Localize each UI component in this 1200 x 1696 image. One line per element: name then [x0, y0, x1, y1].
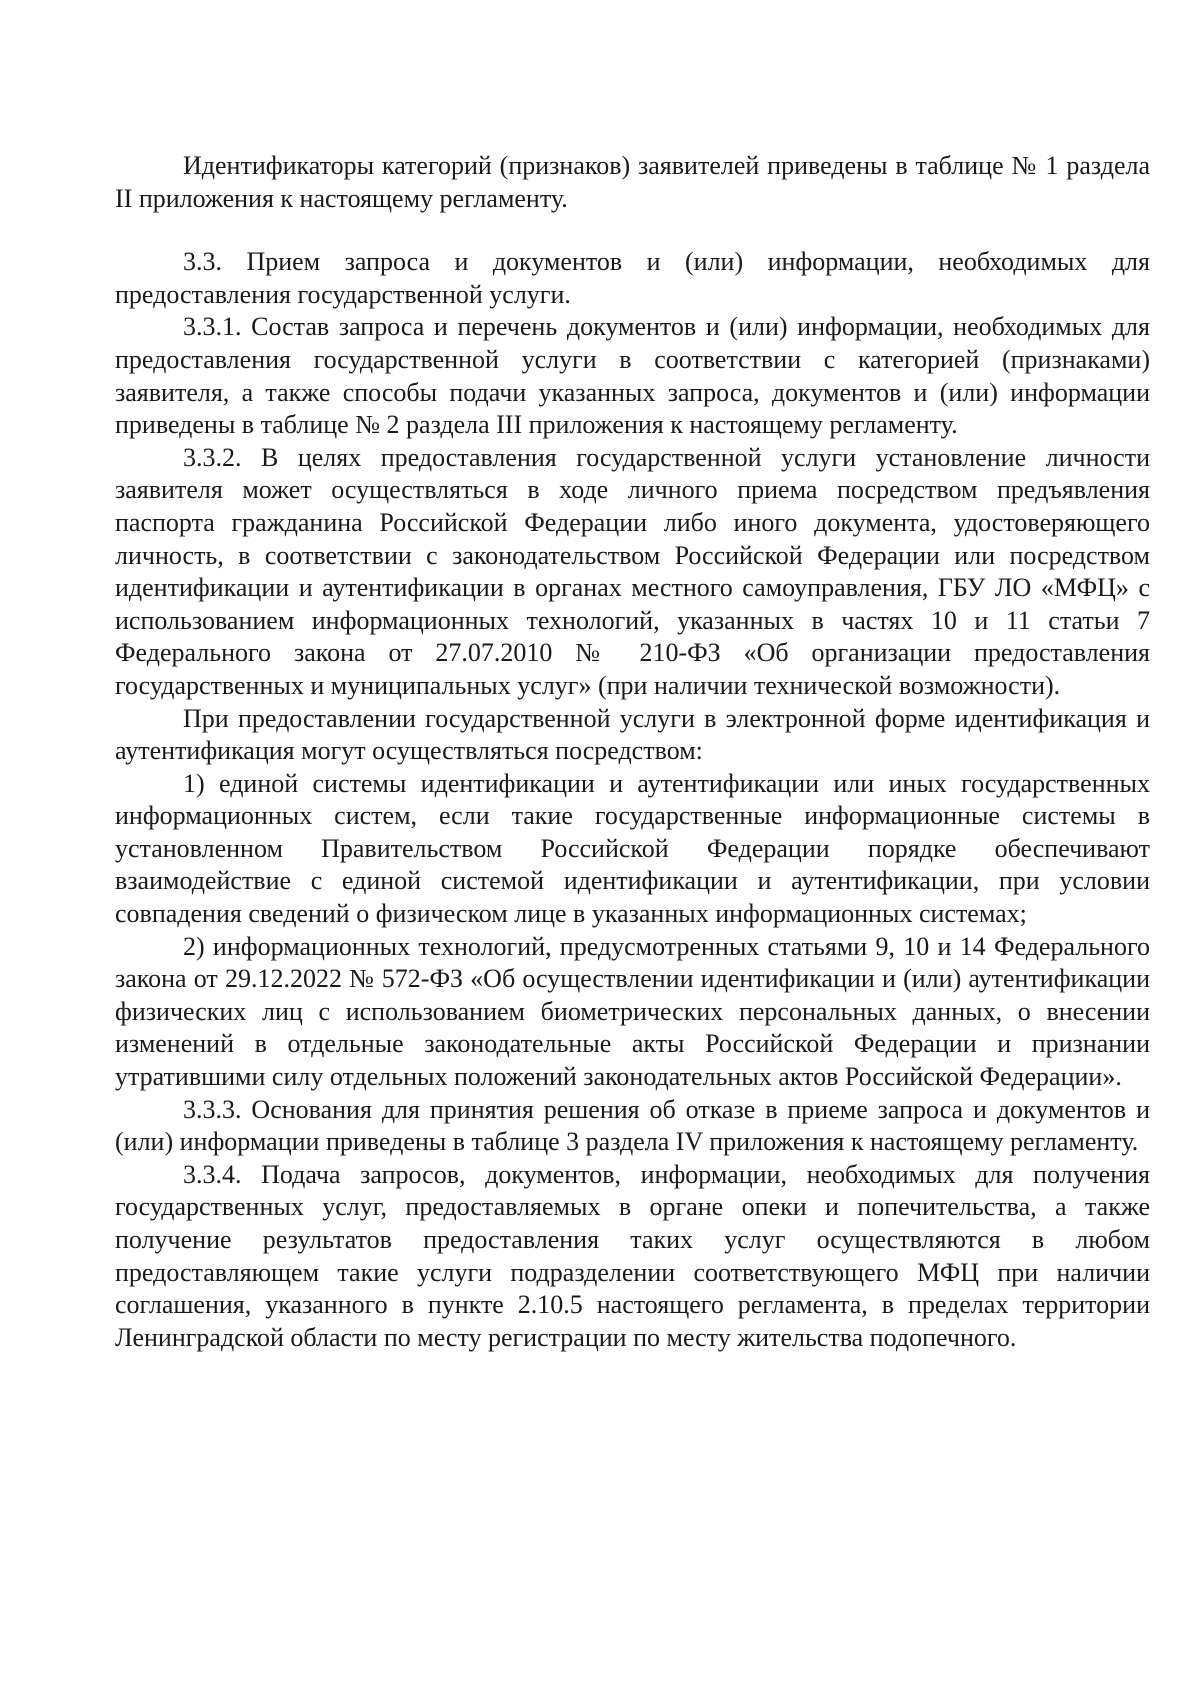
paragraph-section-3-3-3: 3.3.3. Основания для принятия решения об отказе в приеме запроса и документов и (или) информации приведены в таблице 3 раздела IV приложения к настоящему регламенту.	[115, 1094, 1150, 1157]
document-body	[115, 150, 1150, 1354]
list-item-1: 1) единой системы идентификации и аутентификации или иных государственных информационных систем, если такие государственные информационные системы в установленном Правительством Российской Федерации порядке обеспечивают взаимодействие с единой системой идентификации и аутентификации, при условии совпадения сведений о физическом лице в указанных информационных системах;	[115, 768, 1150, 929]
paragraph-section-3-3-4: 3.3.4. Подача запросов, документов, информации, необходимых для получения государственных услуг, предоставляемых в органе опеки и попечительства, а также получение результатов предоставления таких услуг осуществляются в любом предоставляющем такие услуги подразделении соответствующего МФЦ при наличии соглашения, указанного в пункте 2.10.5 настоящего регламента, в пределах территории Ленинградской области по месту регистрации по месту жительства подопечного.	[115, 1159, 1150, 1352]
list-item-2: 2) информационных технологий, предусмотренных статьями 9, 10 и 14 Федерального закона от 29.12.2022 № 572-ФЗ «Об осуществлении идентификации и (или) аутентификации физических лиц с использованием биометрических персональных данных, о внесении изменений в отдельные законодательные акты Российской Федерации и признании утратившими силу отдельных положений законодательных актов Российской Федерации».	[115, 931, 1150, 1092]
paragraph-electronic-identification: При предоставлении государственной услуги в электронной форме идентификация и аутентификация могут осуществляться посредством:	[115, 703, 1150, 766]
paragraph-section-3-3-1: 3.3.1. Состав запроса и перечень документов и (или) информации, необходимых для предоставления государственной услуги в соответствии с категорией (признаками) заявителя, а также способы подачи указанных запроса, документов и (или) информации приведены в таблице № 2 раздела III приложения к настоящему регламенту.	[115, 312, 1150, 440]
paragraph-applicant-identifiers: Идентификаторы категорий (признаков) заявителей приведены в таблице № 1 раздела II приложения к настоящему регламенту.	[115, 151, 1150, 213]
paragraph-section-3-3: 3.3. Прием запроса и документов и (или) информации, необходимых для предоставления государственной услуги.	[115, 247, 1150, 309]
paragraph-section-3-3-2: 3.3.2. В целях предоставления государственной услуги установление личности заявителя может осуществляться в ходе личного приема посредством предъявления паспорта гражданина Российской Федерации либо иного документа, удостоверяющего личность, в соответствии с законодательством Российской Федерации или посредством идентификации и аутентификации в органах местного самоуправления, ГБУ ЛО «МФЦ» с использованием информационных технологий, указанных в частях 10 и 11 статьи 7 Федерального закона от 27.07.2010 № 210-ФЗ «Об организации предоставления государственных и муниципальных услуг» (при наличии технической возможности).	[115, 442, 1150, 700]
